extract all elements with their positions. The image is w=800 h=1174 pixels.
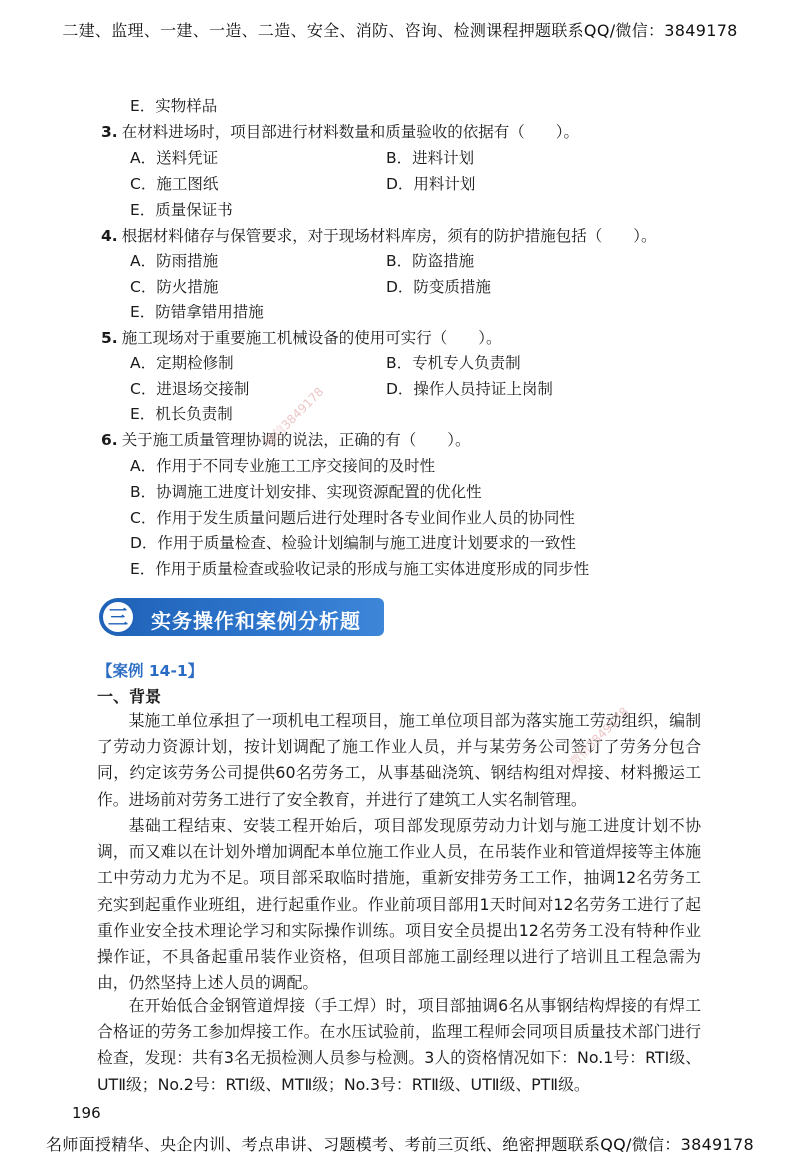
q6-option-d: D．作用于质量检查、检验计划编制与施工进度计划要求的一致性 <box>130 534 576 552</box>
q3-option-c: C．施工图纸 <box>130 175 219 193</box>
q6-option-c: C．作用于发生质量问题后进行处理时各专业间作业人员的协同性 <box>130 509 575 527</box>
watermark: 微信3849178 <box>261 384 327 450</box>
question-3-stem <box>101 122 579 142</box>
q3-option-e: E．质量保证书 <box>130 201 233 219</box>
q6-option-e: E．作用于质量检查或验收记录的形成与施工实体进度形成的同步性 <box>130 560 590 578</box>
q4-option-d: D．防变质措施 <box>386 278 491 296</box>
case-paragraph-1: 某施工单位承担了一项机电工程项目，施工单位项目部为落实施工劳动组织，编制了劳动力资源计划，按计划调配了施工作业人员，并与某劳务公司签订了劳务分包合同，约定该劳务公司提供60名劳务工，从事基础浇筑、钢结构组对焊接、材料搬运工作。进场前对劳务工进行了安全教育，并进行了建筑工人实名制管理。 <box>97 711 701 809</box>
question-number: 3. <box>101 123 118 141</box>
section-title: 实务操作和案例分析题 <box>151 609 361 633</box>
q5-option-e: E．机长负责制 <box>130 405 233 423</box>
question-number: 4. <box>101 227 118 245</box>
q6-option-b: B．协调施工进度计划安排、实现资源配置的优化性 <box>130 483 482 501</box>
q4-option-b: B．防盗措施 <box>386 252 475 270</box>
q2-option-e: E．实物样品 <box>130 97 218 115</box>
section-number-badge: 三 <box>101 600 135 634</box>
watermark: 微信3849178 <box>566 704 632 770</box>
q5-option-b: B．专机专人负责制 <box>386 354 521 372</box>
q3-option-d: D．用料计划 <box>386 175 476 193</box>
question-text: 根据材料储存与保管要求，对于现场材料库房，须有的防护措施包括（ ）。 <box>121 227 657 245</box>
question-number: 5. <box>101 329 118 347</box>
case-paragraph-2: 基础工程结束、安装工程开始后，项目部发现原劳动力计划与施工进度计划不协调，而又难以在计划外增加调配本单位施工作业人员，在吊装作业和管道焊接等主体施工中劳动力尤为不足。项目部采取临时措施，重新安排劳务工工作，抽调12名劳务工充实到起重作业班组，进行起重作业。作业前项目部用1天时间对12名劳务工进行了起重作业安全技术理论学习和实际操作训练。项目安全员提出12名劳务工没有特种作业操作证，不具备起重吊装作业资格，但项目部施工副经理以进行了培训且工程急需为由，仍然坚持上述人员的调配。 <box>97 816 701 993</box>
case-subheading: 一、背景 <box>97 687 162 706</box>
question-4-stem <box>101 226 656 246</box>
question-number: 6. <box>101 431 118 449</box>
question-text: 关于施工质量管理协调的说法，正确的有（ ）。 <box>121 431 471 449</box>
q5-option-a: A．定期检修制 <box>130 354 234 372</box>
page-footer: 名师面授精华、央企内训、考点串讲、习题模考、考前三页纸、绝密押题联系QQ/微信：3849178 <box>46 1135 754 1154</box>
q4-option-a: A．防雨措施 <box>130 252 219 270</box>
question-text: 施工现场对于重要施工机械设备的使用可实行（ ）。 <box>121 329 502 347</box>
q3-option-a: A．送料凭证 <box>130 149 219 167</box>
section-banner <box>99 598 384 636</box>
q6-option-a: A．作用于不同专业施工工序交接间的及时性 <box>130 457 436 475</box>
question-5-stem <box>101 328 501 348</box>
question-text: 在材料进场时，项目部进行材料数量和质量验收的依据有（ ）。 <box>121 123 579 141</box>
case-paragraph-3: 在开始低合金钢管道焊接（手工焊）时，项目部抽调6名从事钢结构焊接的有焊工合格证的劳务工参加焊接工作。在水压试验前，监理工程师会同项目质量技术部门进行检查，发现：共有3名无损检测人员参与检测。3人的资格情况如下：No.1号：RTⅠ级、UTⅡ级；No.2号：RTⅠ级、MTⅡ级；No.3号：RTⅡ级、UTⅡ级、PTⅡ级。 <box>97 996 701 1094</box>
q3-option-b: B．进料计划 <box>386 149 475 167</box>
page-header: 二建、监理、一建、一造、二造、安全、消防、咨询、检测课程押题联系QQ/微信：3849178 <box>62 21 738 40</box>
q4-option-c: C．防火措施 <box>130 278 219 296</box>
q5-option-c: C．进退场交接制 <box>130 380 250 398</box>
case-tag: 【案例 14-1】 <box>97 662 204 680</box>
q5-option-d: D．操作人员持证上岗制 <box>386 380 553 398</box>
q4-option-e: E．防错拿错用措施 <box>130 303 264 321</box>
page-number: 196 <box>72 1104 101 1122</box>
